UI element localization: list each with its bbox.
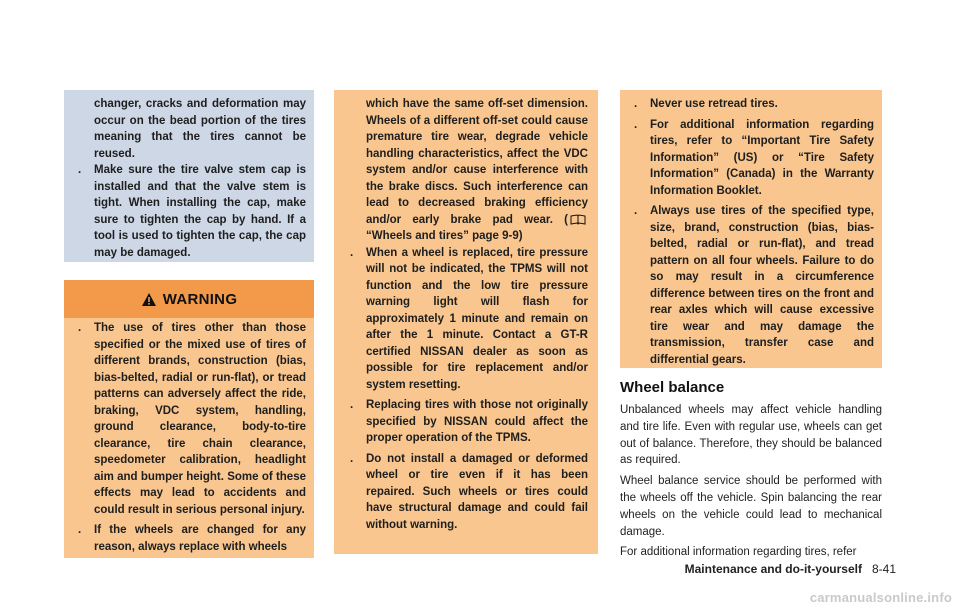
list-item [78,320,306,518]
middle-continued-body: which have the same off-set dimension. Wheels of a different off-set could cause premature tire wear, degrade vehicle handling characteristics, affect the VDC system and/or cause interference with the brake discs. Such interference can lead to decreased braking efficiency and/or early brake pad wear. ( [366,98,588,226]
wheel-balance-paragraph-2: Wheel balance service should be performed with the wheels off the vehicle. Spin balancing the rear wheels on the vehicle could lead to mechanical damage. [620,475,882,538]
right-bullet-2: For additional information regarding tires, refer to “Important Tire Safety Information” (US) or “Tire Safety Information” (Canada) in the Warranty Information Booklet. [650,118,874,197]
right-bullet-3: Always use tires of the specified type, size, brand, construction (bias, bias-belted, radial or run-flat), and tread pattern on all four wheels. Failure to do so may result in a circumference difference between tires on the front and rear axles which will cause excessive tire wear and may damage the transmission, transfer case and differential gears. [650,205,874,366]
middle-bullet-1: When a wheel is replaced, tire pressure will not be indicated, the TPMS will not function and the low tire pressure warning light will flash for approximately 1 minute and remain on after the 1 minute. Contact a GT-R certified NISSAN dealer as soon as possible for tire replacement and/or system resetting. [366,246,588,391]
warning-box-continued [334,90,598,554]
warning-box-right [620,90,882,368]
bullet-marker: . [78,524,82,536]
bullet-marker: . [78,322,82,334]
wheels-and-tires-link[interactable]: “Wheels and tires” page 9-9) [366,230,523,242]
warning-triangle-icon [141,292,157,307]
caution-box [64,90,314,262]
right-bullet-1: Never use retread tires. [650,98,778,110]
section-heading-wheel-balance: Wheel balance [620,379,725,396]
warning-box [64,280,314,558]
bullet-marker: . [350,399,354,411]
page-number: 8-41 [871,562,896,576]
footer-section-title: Maintenance and do-it-yourself [684,562,862,576]
list-item [634,96,874,113]
list-item [350,397,588,447]
middle-continued-text [350,96,588,245]
list-item [78,162,306,261]
bullet-marker: . [350,452,354,465]
list-item [350,451,588,534]
list-item [634,117,874,200]
caution-bullet-1: Make sure the tire valve stem cap is installed and that the valve stem is tight. When installing the cap, make sure to tighten the cap by hand. If a tool is used to tighten the cap, the cap may be damaged. [94,164,306,259]
warning-header [64,280,314,318]
caution-continued-text: changer, cracks and deformation may occur on the bead portion of the tires meaning that the tires cannot be reused. [94,98,306,160]
bullet-marker: . [634,118,638,131]
warning-bullet-1: The use of tires other than those specified or the mixed use of tires of different brands, construction (bias, bias-belted, radial or run-flat), or tread patterns can adversely affect the ride, braking, VDC system, handling, ground clearance, body-to-tire clearance, tire chain clearance, speedometer calibration, headlight aim and bumper height. Some of these effects may lead to accidents and could result in serious personal injury. [94,322,306,516]
wheel-balance-paragraph-3: For additional information regarding tires, refer [620,546,857,559]
list-item [78,522,306,555]
list-item [350,245,588,394]
page-footer [685,562,896,576]
book-reference-icon [570,214,586,225]
warning-heading: WARNING [162,290,238,308]
middle-bullet-2: Replacing tires with those not originally specified by NISSAN could affect the proper operation of the TPMS. [366,399,588,444]
watermark: carmanualsonline.info [809,590,952,605]
wheel-balance-body [620,402,882,565]
wheel-balance-paragraph-1: Unbalanced wheels may affect vehicle handling and tire life. Even with regular use, wheels can get out of balance. Therefore, they should be balanced as required. [620,404,882,467]
bullet-marker: . [634,205,638,217]
bullet-marker: . [350,246,354,259]
warning-bullet-2: If the wheels are changed for any reason, always replace with wheels [94,524,306,553]
list-item [634,203,874,368]
middle-bullet-3: Do not install a damaged or deformed wheel or tire even if it has been repaired. Such wheels or tires could have structural damage and could fail without warning. [366,452,588,531]
bullet-marker: . [634,98,638,110]
bullet-marker: . [78,164,82,176]
